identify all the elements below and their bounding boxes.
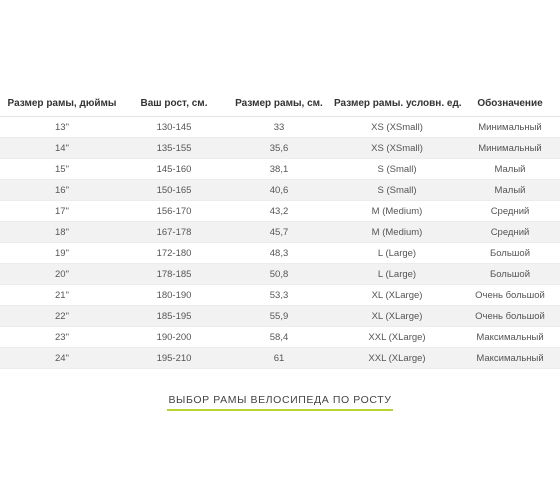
cell-frame-size-cm: 45,7 — [224, 222, 334, 243]
cell-frame-size-cm: 48,3 — [224, 243, 334, 264]
cell-frame-size-units: S (Small) — [334, 180, 460, 201]
cell-frame-size-inches: 20" — [0, 264, 124, 285]
cell-frame-size-cm: 43,2 — [224, 201, 334, 222]
cell-height-cm: 185-195 — [124, 306, 224, 327]
cell-frame-size-units: M (Medium) — [334, 222, 460, 243]
cell-frame-size-cm: 35,6 — [224, 138, 334, 159]
cell-frame-size-cm: 55,9 — [224, 306, 334, 327]
cell-frame-size-inches: 19" — [0, 243, 124, 264]
cell-height-cm: 130-145 — [124, 117, 224, 138]
cell-frame-size-inches: 18" — [0, 222, 124, 243]
cell-frame-size-inches: 23" — [0, 327, 124, 348]
cell-frame-size-inches: 24" — [0, 348, 124, 369]
cell-frame-size-inches: 13" — [0, 117, 124, 138]
cell-designation: Малый — [460, 159, 560, 180]
table-row — [0, 201, 560, 222]
cell-height-cm: 180-190 — [124, 285, 224, 306]
table-row — [0, 222, 560, 243]
cell-frame-size-units: XS (XSmall) — [334, 117, 460, 138]
table-row — [0, 138, 560, 159]
table-row — [0, 327, 560, 348]
table-row — [0, 264, 560, 285]
cell-frame-size-cm: 40,6 — [224, 180, 334, 201]
table-row — [0, 180, 560, 201]
cell-designation: Минимальный — [460, 138, 560, 159]
cell-height-cm: 190-200 — [124, 327, 224, 348]
caption-link[interactable]: ВЫБОР РАМЫ ВЕЛОСИПЕДА ПО РОСТУ — [167, 394, 392, 411]
cell-frame-size-units: XL (XLarge) — [334, 285, 460, 306]
cell-frame-size-inches: 15" — [0, 159, 124, 180]
table-row — [0, 348, 560, 369]
cell-frame-size-inches: 22" — [0, 306, 124, 327]
cell-frame-size-inches: 14" — [0, 138, 124, 159]
table-row — [0, 243, 560, 264]
cell-designation: Средний — [460, 222, 560, 243]
cell-frame-size-units: M (Medium) — [334, 201, 460, 222]
cell-frame-size-units: XXL (XLarge) — [334, 327, 460, 348]
header-frame-size-cm: Размер рамы, см. — [224, 91, 334, 117]
cell-designation: Очень большой — [460, 285, 560, 306]
table-row — [0, 285, 560, 306]
cell-frame-size-cm: 33 — [224, 117, 334, 138]
cell-designation: Максимальный — [460, 348, 560, 369]
cell-frame-size-cm: 58,4 — [224, 327, 334, 348]
cell-frame-size-units: L (Large) — [334, 243, 460, 264]
cell-height-cm: 150-165 — [124, 180, 224, 201]
cell-frame-size-inches: 17" — [0, 201, 124, 222]
cell-height-cm: 172-180 — [124, 243, 224, 264]
header-frame-size-inches: Размер рамы, дюймы — [0, 91, 124, 117]
cell-height-cm: 145-160 — [124, 159, 224, 180]
cell-height-cm: 178-185 — [124, 264, 224, 285]
cell-frame-size-inches: 21" — [0, 285, 124, 306]
cell-height-cm: 195-210 — [124, 348, 224, 369]
header-height-cm: Ваш рост, см. — [124, 91, 224, 117]
cell-frame-size-units: XXL (XLarge) — [334, 348, 460, 369]
frame-size-table — [0, 91, 560, 369]
cell-frame-size-units: L (Large) — [334, 264, 460, 285]
cell-designation: Очень большой — [460, 306, 560, 327]
cell-designation: Большой — [460, 243, 560, 264]
table-header-row — [0, 91, 560, 117]
cell-height-cm: 156-170 — [124, 201, 224, 222]
header-frame-size-units: Размер рамы. условн. ед. — [334, 91, 460, 117]
cell-designation: Средний — [460, 201, 560, 222]
cell-designation: Большой — [460, 264, 560, 285]
cell-frame-size-cm: 53,3 — [224, 285, 334, 306]
cell-frame-size-cm: 38,1 — [224, 159, 334, 180]
caption — [0, 390, 560, 411]
table-body — [0, 117, 560, 369]
cell-height-cm: 167-178 — [124, 222, 224, 243]
table-row — [0, 159, 560, 180]
cell-frame-size-units: S (Small) — [334, 159, 460, 180]
header-designation: Обозначение — [460, 91, 560, 117]
cell-designation: Максимальный — [460, 327, 560, 348]
table-row — [0, 117, 560, 138]
cell-frame-size-cm: 61 — [224, 348, 334, 369]
cell-frame-size-units: XL (XLarge) — [334, 306, 460, 327]
cell-frame-size-units: XS (XSmall) — [334, 138, 460, 159]
cell-frame-size-inches: 16" — [0, 180, 124, 201]
cell-designation: Малый — [460, 180, 560, 201]
cell-designation: Минимальный — [460, 117, 560, 138]
cell-height-cm: 135-155 — [124, 138, 224, 159]
table-row — [0, 306, 560, 327]
cell-frame-size-cm: 50,8 — [224, 264, 334, 285]
